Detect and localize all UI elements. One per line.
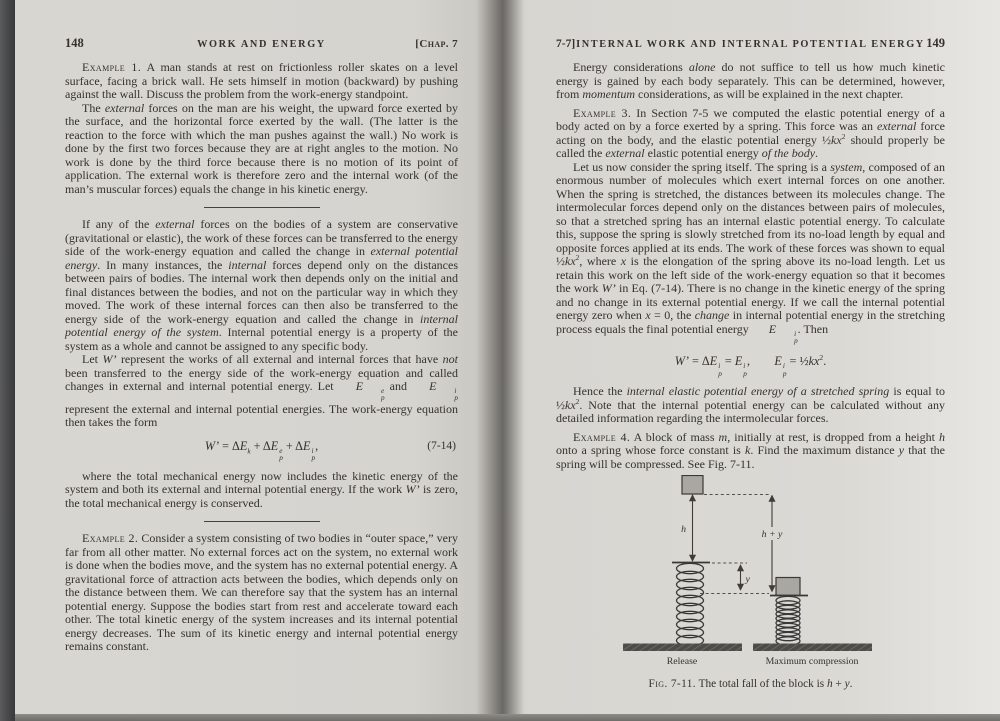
compression-ground: [753, 644, 872, 652]
compressed-spring: [776, 596, 800, 645]
spring-energy-equation: [556, 354, 945, 377]
running-head-left: WORK AND ENERGY: [197, 39, 326, 50]
release-ground: [623, 644, 742, 652]
right-page-header: [556, 36, 945, 51]
let-w-paragraph: Let W’ represent the works of all external and internal forces that have not been transferred to the energy side of the work-energy equation and called changes in external and internal potential energy. Let E e p and E i p represent the external and internal potential energies. The work-energy equation then takes the form: [65, 352, 459, 430]
compressed-block: [776, 578, 800, 596]
left-page-header: [65, 36, 458, 51]
equation-7-14: [65, 439, 458, 462]
example-3-paragraph: Example 3. In Section 7-5 we computed the elastic potential energy of a body acted on by a force exerted by a spring. This force was an external force acting on the body, and the elastic potential energy $\frac{1}{2}kx^2$ should properly be called the external elastic potential energy of the body.: [556, 105, 945, 160]
h-plus-y-label: h + y: [761, 529, 783, 541]
equation-7-14-tag: (7-14): [427, 439, 456, 452]
chapter-ref: [Chap. 7: [415, 38, 458, 50]
spring-energy-equation-body: W’ = ΔE i p = E i p , E i p = $\frac{1}{2}kx^2$.: [674, 353, 827, 378]
book-bottom-edge: [15, 714, 1000, 721]
example-4-paragraph: Example 4. A block of mass m, initially at rest, is dropped from a height h onto a spring whose force constant is k. Find the maximum distance y that the spring will be compressed. See Fig. 7-11.: [556, 429, 945, 471]
spring-system-paragraph: Let us now consider the spring itself. The spring is a system, composed of an enormous number of molecules which exert internal forces on one another. When the spring is stretched, the distances between its molecules change. The intermolecular forces depend only on the distances between pairs of molecules, so that a stretched spring has an internal elastic potential energy. To calculate this, suppose the spring is slowly stretched from its no-load length by equal and opposite forces applied at its ends. The work of these forces was shown to equal $\frac{1}{2}kx^2$, where x is the elongation of the spring above its no-load length. Let us retain this work on the left side of the work-energy equation so that it becomes the work W’ in Eq. (7-14). There is no change in the kinetic energy of the spring and no change in its external potential energy. If we call the internal potential energy zero when x = 0, the change in internal potential energy in the stretching process equals the final potential energy E i p . Then: [556, 159, 946, 345]
section-divider-rule: [204, 207, 320, 208]
y-label: y: [745, 574, 750, 586]
page-number-left: 148: [65, 36, 84, 50]
falling-block: [682, 476, 703, 495]
left-page: [15, 0, 500, 714]
book-left-edge: [0, 0, 15, 721]
max-compression-label: Maximum compression: [765, 656, 859, 668]
equation-7-14-body: W’ = $\Delta E_k + \Delta E$ e p + ΔE i p ,: [204, 438, 319, 463]
figure-7-11: [620, 475, 910, 671]
external-forces-paragraph: The external forces on the man are his weight, the upward force exerted by the surface, and the horizontal force exerted by the wall. (The latter is the reaction to the force with which the man pushes against the wall.) No work is done by the first two forces because they are at right angles to the motion. No work is done by the third force because there is no motion of its point of application. The external work is therefore zero and the internal work (of the man’s muscular forces) equals the change in his kinetic energy.: [65, 100, 459, 196]
h-label: h: [681, 524, 686, 536]
running-head-right: INTERNAL WORK AND INTERNAL POTENTIAL ENERGY: [576, 39, 925, 50]
where-total-energy-paragraph: where the total mechanical energy now includes the kinetic energy of the system and both its external and internal potential energy. If the work W’ is zero, the total mechanical energy is conserved.: [65, 468, 459, 510]
release-spring: [677, 563, 704, 645]
figure-caption: Fig. 7-11. The total fall of the block is h + y.: [648, 678, 853, 691]
example-2-paragraph: Example 2. Consider a system consisting of two bodies in “outer space,” very far from all other matter. No external forces act on the system, no external work is done when the bodies move, and the system has no external potential energy. A gravitational force of attraction acts between the bodies, which depends only on the distance between them. We can therefore say that the system has an internal potential energy. Suppose the bodies start from rest and accelerate toward each other. The total kinetic energy of the system increases and its internal potential energy decreases. The sum of its kinetic energy and internal potential energy remains constant.: [65, 531, 458, 654]
release-label: Release: [666, 656, 698, 668]
hence-paragraph: Hence the internal elastic potential energy of a stretched spring is equal to $\frac{1}{2}kx^2$. Note that the internal potential energy can be calculated without any detailed information regarding the intermolecular forces.: [556, 384, 945, 426]
conservative-forces-paragraph: If any of the external forces on the bodies of a system are conservative (gravitational or elastic), the work of these forces can be transferred to the energy side of the work-energy equation and called the change in external potential energy. In many instances, the internal forces depend only on the distances between pairs of bodies. The internal work then depends only on the initial and final distances between the bodies, and not on the particular way in which they moved. The work of these internal forces can then also be transferred to the energy side of the work-energy equation and called the change in internal potential energy of the system. Internal potential energy is a property of the system as a whole and cannot be assigned to any specific body.: [65, 217, 458, 353]
section-divider-rule-2: [204, 521, 320, 522]
section-ref: 7-7]: [556, 38, 576, 50]
page-number-right: 149: [926, 36, 945, 50]
right-page: [500, 0, 1000, 714]
example-1-paragraph: Example 1. A man stands at rest on frictionless roller skates on a level surface, facing a brick wall. He sets himself in motion (backward) by pushing against the wall. Discuss the problem from the work-energy standpoint.: [65, 60, 458, 101]
energy-considerations-paragraph: Energy considerations alone do not suffice to tell us how much kinetic energy is gained by each body separately. This can be determined, however, from momentum considerations, as will be explained in the next chapter.: [556, 60, 945, 101]
